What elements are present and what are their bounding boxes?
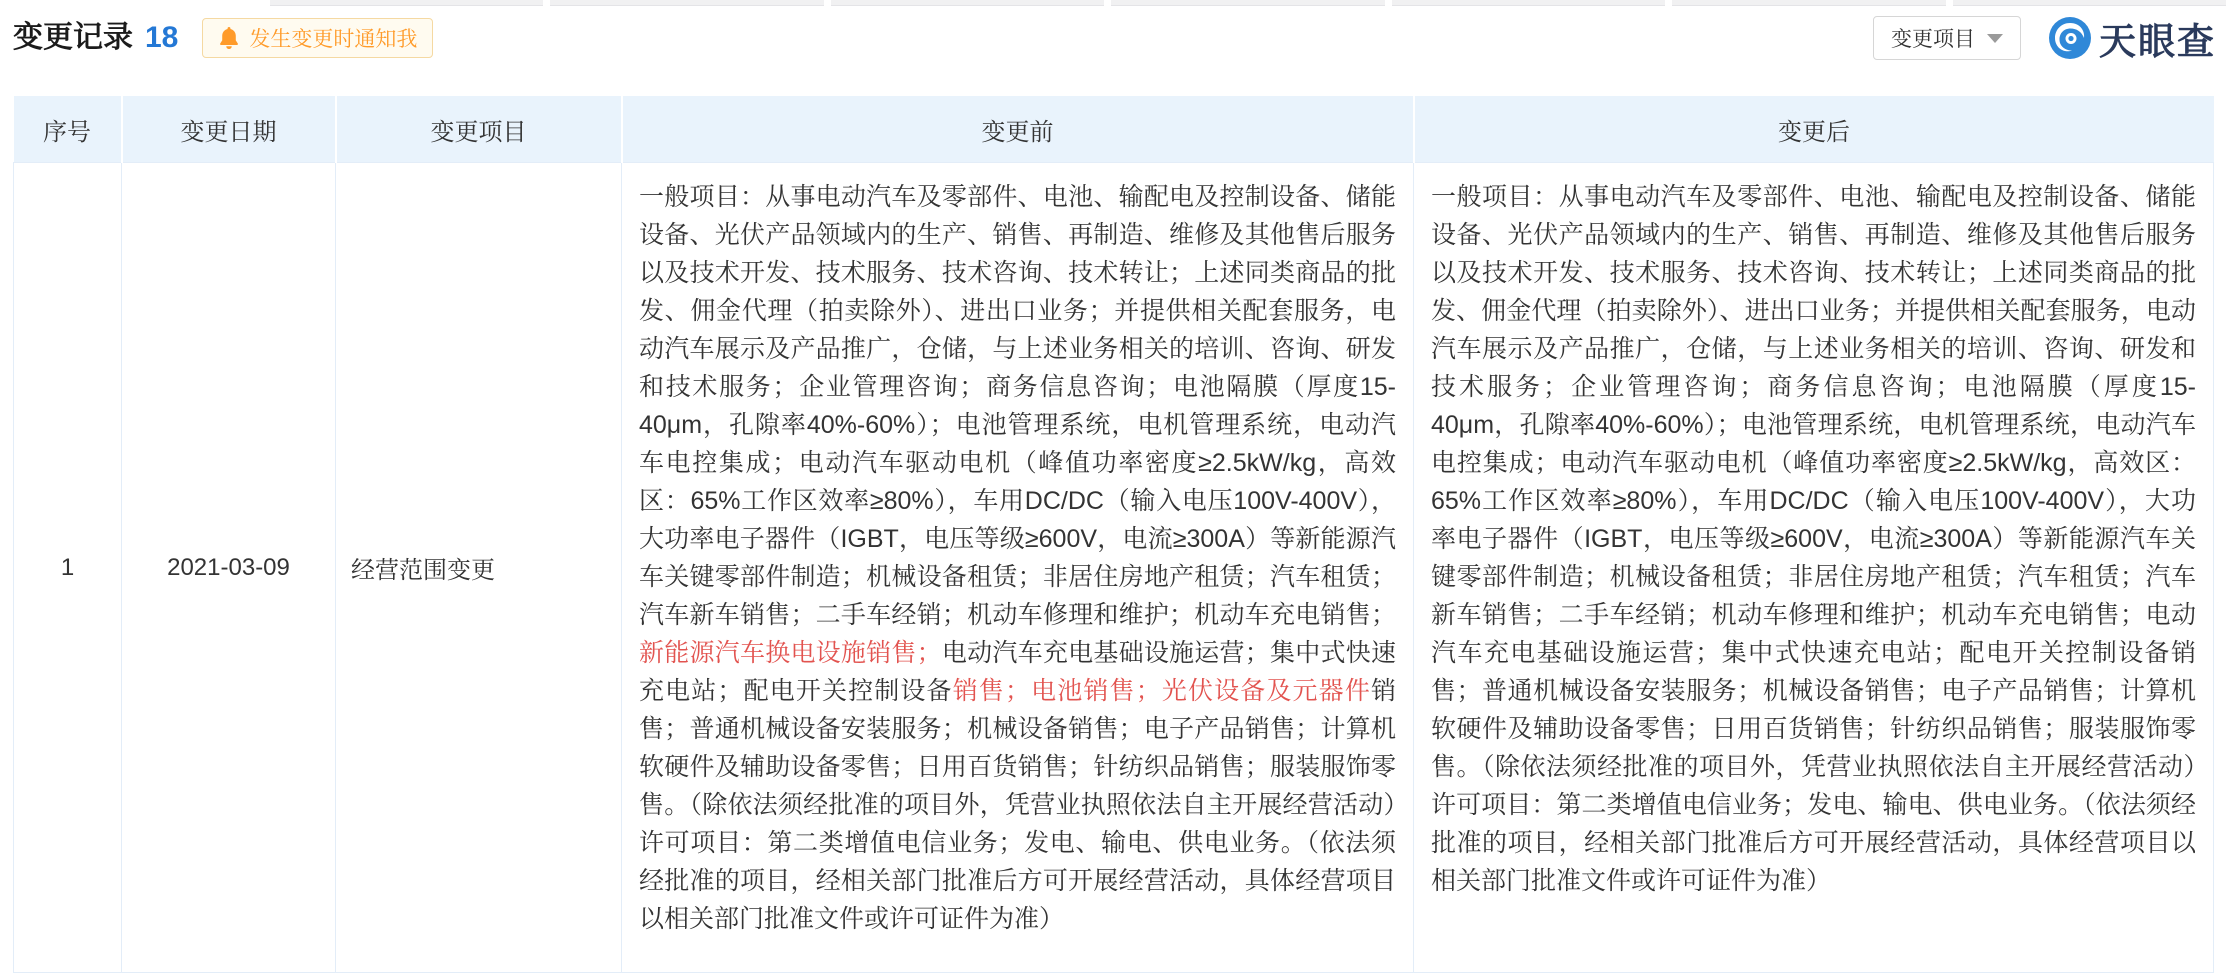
col-header-date: 变更日期 xyxy=(122,96,336,163)
text-segment: 一般项目：从事电动汽车及零部件、电池、输配电及控制设备、储能设备、光伏产品领域内的生产、销售、再制造、维修及其他售后服务以及技术开发、技术服务、技术咨询、技术转让；上述同类商品的批发、佣金代理（拍卖除外）、进出口业务；并提供相关配套服务，电动汽车展示及产品推广，仓储，与上述业务相关的培训、咨询、研发和技术服务；企业管理咨询；商务信息咨询；电池隔膜（厚度15-40μm，孔隙率40%-60%）；电池管理系统，电机管理系统，电动汽车电控集成；电动汽车驱动电机（峰值功率密度≥2.5kW/kg，高效区：65%工作区效率≥80%），车用DC/DC（输入电压100V-400V），大功率电子器件（IGBT，电压等级≥600V，电流≥300A）等新能源汽车关键零部件制造；机械设备租赁；非居住房地产租赁；汽车租赁；汽车新车销售；二手车经销；机动车修理和维护；机动车充电销售； xyxy=(639,183,1396,629)
clipped-tab[interactable] xyxy=(831,0,1104,6)
text-segment: 一般项目：从事电动汽车及零部件、电池、输配电及控制设备、储能设备、光伏产品领域内的生产、销售、再制造、维修及其他售后服务以及技术开发、技术服务、技术咨询、技术转让；上述同类商品的批发、佣金代理（拍卖除外）、进出口业务；并提供相关配套服务，电动汽车展示及产品推广，仓储，与上述业务相关的培训、咨询、研发和技术服务；企业管理咨询；商务信息咨询；电池隔膜（厚度15-40μm，孔隙率40%-60%）；电池管理系统，电机管理系统，电动汽车电控集成；电动汽车驱动电机（峰值功率密度≥2.5kW/kg，高效区：65%工作区效率≥80%），车用DC/DC（输入电压100V-400V），大功率电子器件（IGBT，电压等级≥600V，电流≥300A）等新能源汽车关键零部件制造；机械设备租赁；非居住房地产租赁；汽车租赁；汽车新车销售；二手车经销；机动车修理和维护；机动车充电销售；电动汽车充电基础设施运营；集中式快速充电站；配电开关控制设备销售；普通机械设备安装服务；机械设备销售；电子产品销售；计算机软硬件及辅助设备零售；日用百货销售；针纺织品销售；服装服饰零售。（除依法须经批准的项目外，凭营业执照依法自主开展经营活动） 许可项目：第二类增值电信业务；发电、输电、供电业务。（依法须经批准的项目，经相关部门批准后方可开展经营活动，具体经营项目以相关部门批准文件或许可证件为准） xyxy=(1431,183,2222,895)
clipped-tab[interactable] xyxy=(1392,0,1665,6)
change-item-filter-dropdown[interactable] xyxy=(1873,16,2021,60)
col-header-index: 序号 xyxy=(14,96,122,163)
chevron-down-icon xyxy=(1987,34,2003,43)
notify-button-label: 发生变更时通知我 xyxy=(249,28,418,51)
clipped-tab[interactable] xyxy=(270,0,543,6)
clipped-tab[interactable] xyxy=(1953,0,2226,6)
col-header-item: 变更项目 xyxy=(336,96,622,163)
changed-text-segment: 销售；电池销售；光伏设备及元器件 xyxy=(952,677,1371,705)
cell-after-change xyxy=(1414,163,2222,973)
cell-change-date: 2021-03-09 xyxy=(122,163,336,973)
page-title: 变更记录 xyxy=(13,21,133,54)
clipped-tab[interactable] xyxy=(550,0,823,6)
brand-name: 天眼查 xyxy=(2099,21,2216,62)
table-header-row xyxy=(14,96,2214,163)
cell-change-item: 经营范围变更 xyxy=(336,163,622,973)
filter-dropdown-label: 变更项目 xyxy=(1891,28,1975,51)
col-header-before: 变更前 xyxy=(622,96,1414,163)
changed-text-segment: 新能源汽车换电设施销售； xyxy=(639,639,942,667)
tianyancha-logo xyxy=(2049,11,2216,65)
text-segment: 电动汽车充电基础设施运营；集中式快速充电站；配电开关控制设备 xyxy=(639,639,1396,705)
cell-before-change xyxy=(622,163,1414,973)
tianyancha-logo-icon xyxy=(2049,17,2091,59)
clipped-tab-strip xyxy=(270,0,2226,6)
text-segment: 销售；普通机械设备安装服务；机械设备销售；电子产品销售；计算机软硬件及辅助设备零售；日用百货销售；针纺织品销售；服装服饰零售。（除依法须经批准的项目外，凭营业执照依法自主开展经营活动）许可项目：第二类增值电信业务；发电、输电、供电业务。（依法须经批准的项目，经相关部门批准后方可开展经营活动，具体经营项目以相关部门批准文件或许可证件为准） xyxy=(639,677,1396,933)
section-header xyxy=(13,12,2216,64)
clipped-tab[interactable] xyxy=(1672,0,1945,6)
record-count-badge: 18 xyxy=(145,21,179,54)
cell-index: 1 xyxy=(14,163,122,973)
notify-button[interactable] xyxy=(202,18,433,58)
change-records-table xyxy=(13,96,2222,973)
col-header-after: 变更后 xyxy=(1414,96,2214,163)
table-row xyxy=(14,163,2214,973)
bell-icon xyxy=(218,26,240,50)
clipped-tab[interactable] xyxy=(1111,0,1384,6)
